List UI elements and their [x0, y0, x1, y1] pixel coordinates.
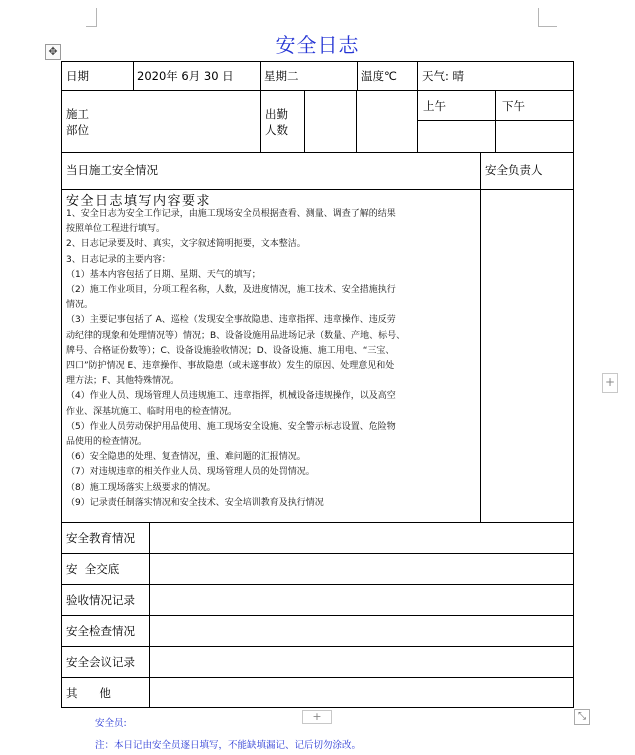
table-border-top [61, 61, 574, 62]
safety-officer-label: 安全员: [95, 718, 127, 729]
page-corner-mark-top-right [538, 8, 557, 27]
afternoon-label: 下午 [502, 99, 525, 113]
daily-safety-situation-label: 当日施工安全情况 [66, 163, 158, 177]
row-divider [61, 553, 574, 554]
col-divider [357, 61, 358, 91]
col-divider [149, 522, 150, 708]
footer-note: 注：本日记由安全员逐日填写，不能缺填漏记、记后切勿涂改。 [95, 740, 362, 751]
table-border-bottom [61, 707, 574, 708]
requirement-line: （6）安全隐患的处理、复查情况，重、难问题的汇报情况。 [66, 452, 306, 463]
construction-unit-label: 施工 部位 [66, 107, 89, 137]
row-divider [61, 584, 574, 585]
requirement-line: （2）施工作业项目，分项工程名称，人数，及进度情况，施工技术、安全措施执行 [66, 285, 396, 296]
requirement-line: 2、日志记录要及时、真实，文字叙述简明扼要，文本整洁。 [66, 239, 306, 250]
safety-briefing-label: 安 全交底 [66, 562, 120, 576]
weekday-value: 星期二 [264, 69, 299, 83]
date-label: 日期 [66, 69, 89, 83]
requirement-line: （8）施工现场落实上级要求的情况。 [66, 482, 216, 493]
requirement-line: 动纪律的现象和处理情况等）情况；B、设备设施用品进场记录（数量、产地、标号、 [66, 330, 406, 341]
col-divider [260, 90, 261, 153]
col-divider [260, 61, 261, 91]
table-border-left [61, 61, 62, 708]
table-border-right [573, 61, 574, 708]
attendance-label: 出勤 人数 [265, 107, 288, 137]
requirement-line: （3）主要记事包括了 A、巡检（发现安全事故隐患、违章指挥、违章操作、违反劳 [66, 315, 396, 326]
row-divider [61, 522, 574, 523]
requirement-line: （5）作业人员劳动保护用品使用、施工现场安全设施、安全警示标志设置、危险物 [66, 421, 396, 432]
requirement-line: 四口”防护情况 E、违章操作、事故隐患（或未遂事故）发生的原因、处理意见和处 [66, 361, 395, 372]
requirement-line: （7）对违规违章的相关作业人员、现场管理人员的处罚情况。 [66, 467, 315, 478]
add-column-button[interactable]: + [602, 373, 618, 393]
date-value: 2020年 6月 30 日 [137, 69, 234, 83]
safety-responsible-label: 安全负责人 [485, 163, 543, 177]
col-divider [480, 152, 481, 523]
requirement-line: 品使用的检查情况。 [66, 437, 148, 448]
other-label: 其 他 [66, 686, 111, 700]
document-title: 安全日志 [275, 33, 360, 57]
row-divider [61, 152, 574, 153]
table-resize-icon[interactable]: ⤡ [574, 709, 590, 725]
requirement-line: 1、安全日志为安全工作记录，由施工现场安全员根据查看、测量、调查了解的结果 [66, 209, 396, 219]
acceptance-record-label: 验收情况记录 [66, 593, 135, 607]
col-divider [417, 90, 418, 153]
morning-label: 上午 [423, 99, 446, 113]
row-divider [61, 677, 574, 678]
weather-value: 天气: 晴 [422, 69, 465, 83]
requirement-line: （1）基本内容包括了日期、星期、天气的填写； [66, 269, 261, 280]
safety-meeting-label: 安全会议记录 [66, 655, 135, 669]
row-divider [61, 615, 574, 616]
col-divider [417, 61, 418, 91]
requirement-line: （4）作业人员、现场管理人员违规施工、违章指挥，机械设备违规操作，以及高空 [66, 391, 396, 402]
requirements-body [66, 207, 476, 511]
temperature-label: 温度℃ [361, 69, 397, 83]
requirement-line: 牌号、合格证份数等）；C、设备设施验收情况；D、设备设施、施工用电、“三宝、 [66, 345, 395, 356]
col-divider [495, 90, 496, 153]
col-divider [356, 90, 357, 153]
page-corner-mark-top-left [86, 8, 97, 27]
requirement-line: 情况。 [66, 300, 94, 311]
requirements-heading: 安全日志填写内容要求 [66, 194, 212, 209]
row-divider [61, 90, 574, 91]
safety-inspection-label: 安全检查情况 [66, 624, 135, 638]
col-divider [133, 61, 134, 91]
safety-education-label: 安全教育情况 [66, 531, 135, 545]
requirement-line: 理方法；F、其他特殊情况。 [66, 376, 180, 387]
requirement-line: （9）记录责任制落实情况和安全技术、安全培训教育及执行情况 [66, 497, 324, 508]
requirement-line: 按照单位工程进行填写。 [66, 224, 166, 235]
add-row-button[interactable]: + [302, 710, 332, 724]
row-divider [61, 646, 574, 647]
requirement-line: 3、日志记录的主要内容： [66, 254, 171, 265]
col-divider [304, 90, 305, 153]
table-move-icon[interactable]: ✥ [45, 44, 61, 60]
requirement-line: 作业、深基坑施工、临时用电的检查情况。 [66, 406, 238, 417]
